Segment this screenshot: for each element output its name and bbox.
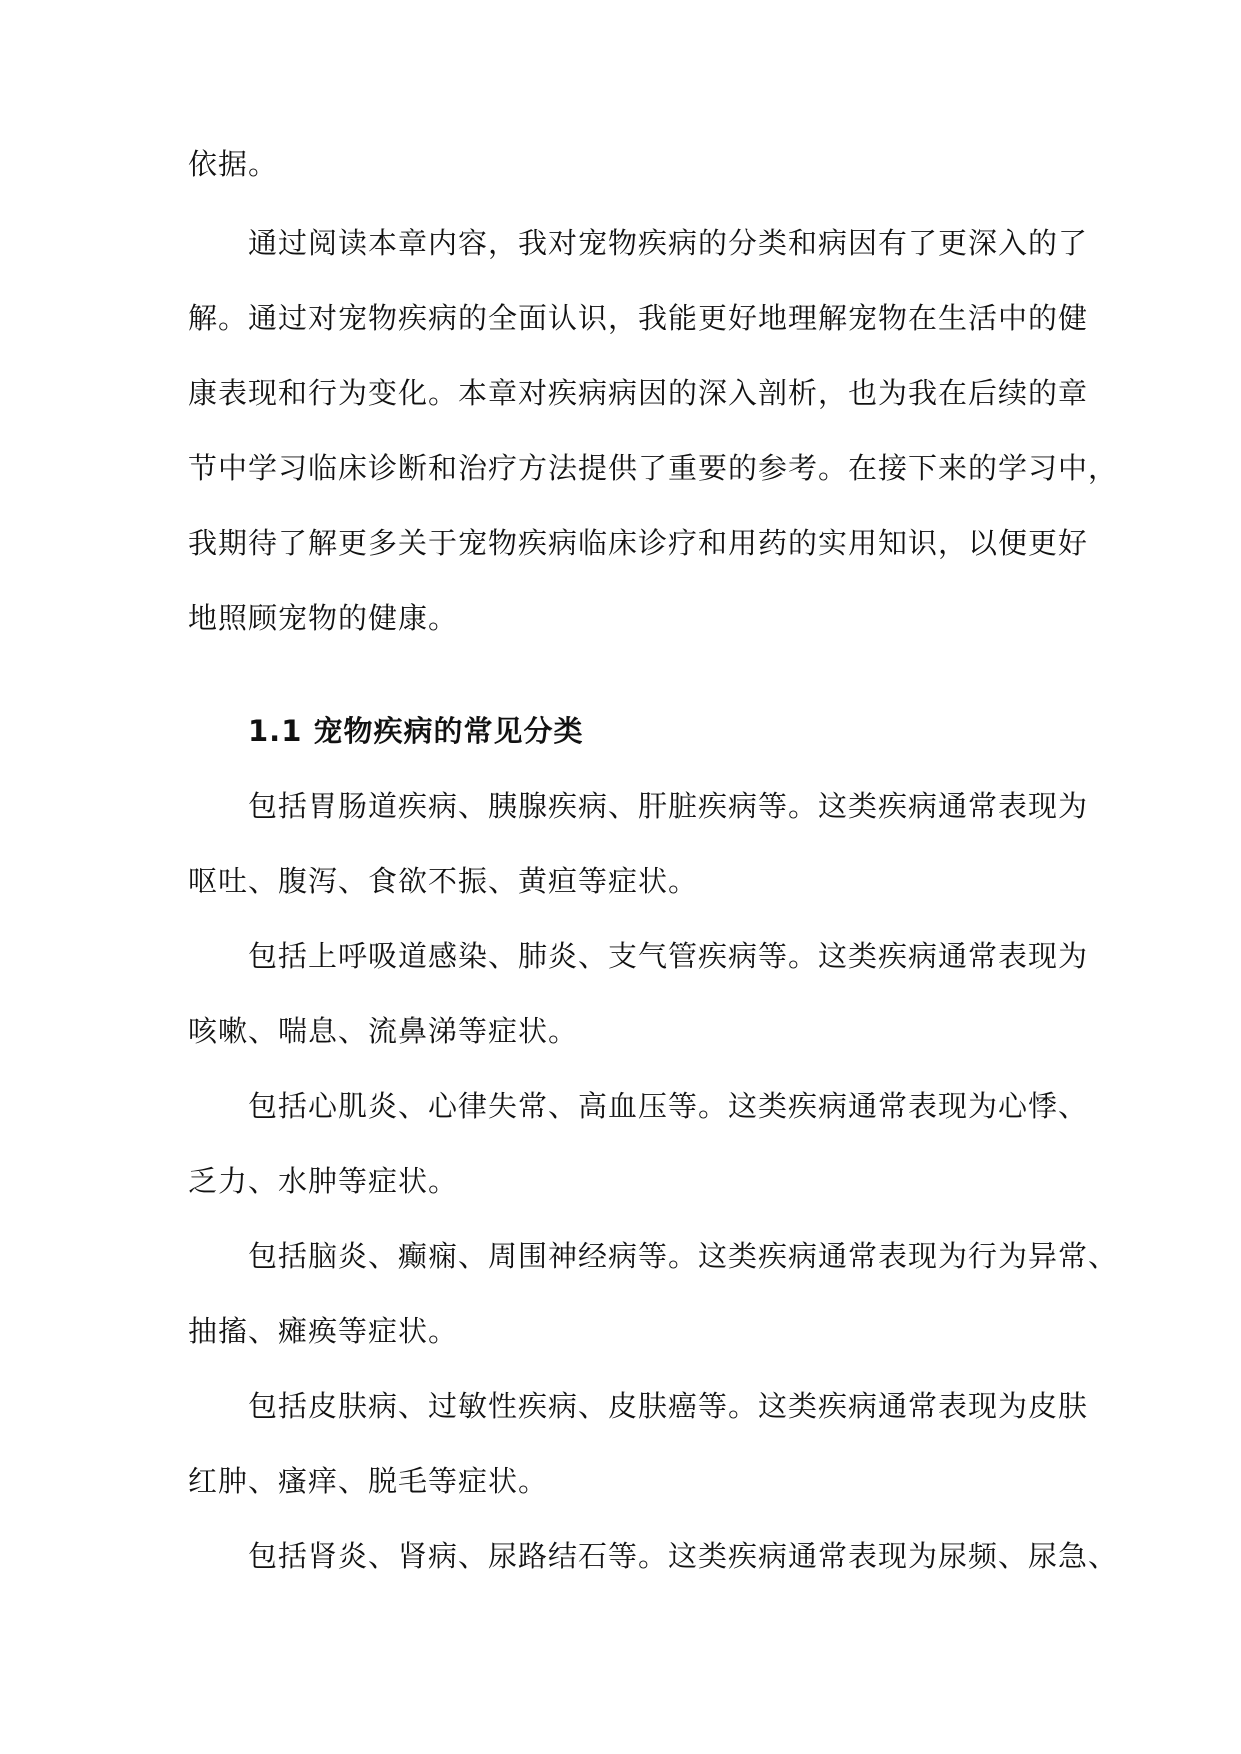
paragraph-start: 包括心肌炎、心律失常、高血压等。这类疾病通常表现为心悸、 <box>248 1089 1089 1123</box>
paragraph-start: 包括脑炎、癫痫、周围神经病等。这类疾病通常表现为行为异常、 <box>248 1239 1119 1273</box>
text-line: 我期待了解更多关于宠物疾病临床诊疗和用药的实用知识，以便更好 <box>188 526 1089 560</box>
text-line: 康表现和行为变化。本章对疾病病因的深入剖析，也为我在后续的章 <box>188 376 1089 410</box>
text-line: 乏力、水肿等症状。 <box>188 1164 459 1198</box>
text-line: 解。通过对宠物疾病的全面认识，我能更好地理解宠物在生活中的健 <box>188 301 1089 335</box>
text-line: 呕吐、腹泻、食欲不振、黄疸等症状。 <box>188 864 699 898</box>
text-line: 节中学习临床诊断和治疗方法提供了重要的参考。在接下来的学习中， <box>188 451 1119 485</box>
text-line: 抽搐、瘫痪等症状。 <box>188 1314 459 1348</box>
text-line: 地照顾宠物的健康。 <box>188 601 459 635</box>
text-line: 红肿、瘙痒、脱毛等症状。 <box>188 1464 549 1498</box>
section-heading: 1.1 宠物疾病的常见分类 <box>248 714 584 748</box>
paragraph-start: 通过阅读本章内容，我对宠物疾病的分类和病因有了更深入的了 <box>248 226 1089 260</box>
paragraph-start: 包括皮肤病、过敏性疾病、皮肤癌等。这类疾病通常表现为皮肤 <box>248 1389 1089 1423</box>
text-line: 咳嗽、喘息、流鼻涕等症状。 <box>188 1014 579 1048</box>
paragraph-start: 包括肾炎、肾病、尿路结石等。这类疾病通常表现为尿频、尿急、 <box>248 1539 1119 1573</box>
paragraph-start: 包括上呼吸道感染、肺炎、支气管疾病等。这类疾病通常表现为 <box>248 939 1089 973</box>
text-line: 依据。 <box>188 147 279 181</box>
paragraph-start: 包括胃肠道疾病、胰腺疾病、肝脏疾病等。这类疾病通常表现为 <box>248 789 1089 823</box>
